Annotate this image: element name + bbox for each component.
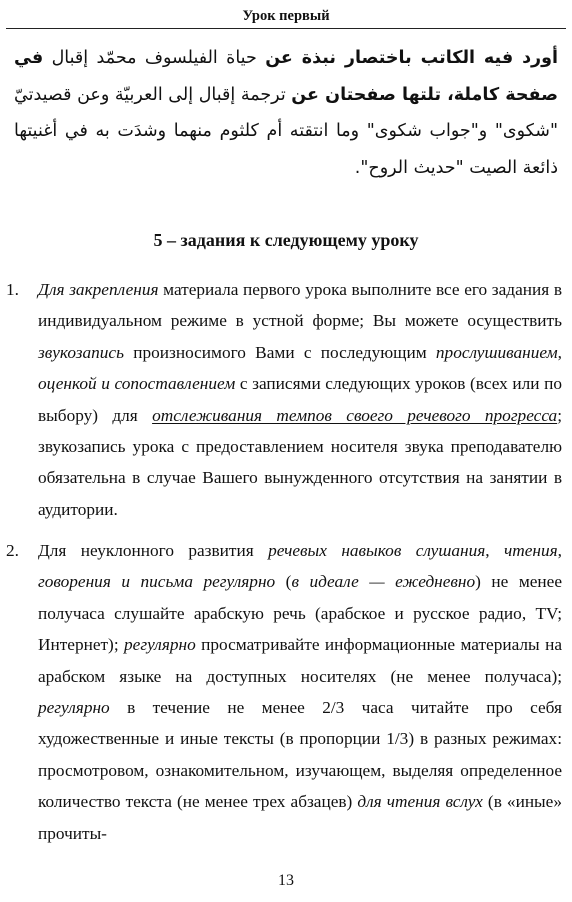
assignment-item-2 <box>6 535 562 849</box>
arabic-bold-phrase: أورد فيه الكاتب باختصار نبذة عن <box>265 48 559 68</box>
arabic-bold-phrase: في صفحة كاملة، تلتها صفحتان عن <box>14 48 558 105</box>
arabic-text: ترجمة إقبال إلى العربيّة وعن قصيدتيّ "شكوى" و"جواب شكوى" وما انتقته أم كلثوم منهما وشدَت به في أغنيتها ذائعة الصيت "حديث الروح". <box>14 84 558 179</box>
body-text: ; звукозапись урока с предоставлением носителя звука преподавателю обязательна в случае Вашего вынужденного отсутствия на занятии в аудитории. <box>38 405 562 519</box>
body-text: материала первого урока выполните все его задания в индивидуальном режиме в устной форме; Вы можете осуществить <box>38 280 562 331</box>
emphasis-text: говорения и письма регулярно <box>38 572 276 592</box>
emphasis-text: чтения <box>504 541 558 560</box>
item-body <box>38 274 562 525</box>
body-text: произносимого Вами с последующим <box>123 342 436 362</box>
emphasis-text: речевых навыков слушания <box>268 541 486 560</box>
body-text: ( <box>275 572 292 592</box>
assignment-item-1 <box>6 274 562 525</box>
body-text: просматривайте информационные материалы на арабском языке на доступных носителях (не менее получаса); <box>38 635 562 686</box>
body-text: Для неуклонного развития <box>38 541 269 560</box>
section-title: 5 – задания к следующему уроку <box>153 230 419 250</box>
body-text: , <box>557 342 562 362</box>
body-text: , <box>557 541 562 560</box>
body-text: (в «иные» прочиты- <box>38 792 562 843</box>
underlined-emphasis-text: отслеживания темпов своего речевого прогресса <box>152 405 558 425</box>
body-text: ) не менее получаса слушайте арабскую речь (арабское и русское радио, TV; Интернет); <box>38 572 563 655</box>
emphasis-text: регулярно <box>38 698 110 718</box>
running-head-title: Урок первый <box>242 8 330 24</box>
item-number: 1. <box>6 280 19 299</box>
emphasis-text: звукозапись <box>38 342 124 362</box>
emphasis-text: в идеале — ежедневно <box>291 572 476 592</box>
arabic-paragraph <box>14 40 558 187</box>
body-text: с записями следующих уроков (всех или по выбору) для <box>38 374 562 425</box>
emphasis-text: прослушиванием <box>435 342 558 362</box>
page-number: 13 <box>278 872 294 889</box>
arabic-text: حياة الفيلسوف محمّد إقبال <box>43 48 266 68</box>
emphasis-text: регулярно <box>124 635 196 655</box>
emphasis-text: Для закрепления <box>38 280 159 299</box>
emphasis-text: для чтения вслух <box>357 792 483 812</box>
emphasis-text: оценкой и сопоставлением <box>38 374 236 394</box>
body-text: в течение не менее 2/3 часа читайте про себя художественные и иные тексты (в пропорции 1/3) в разных режимах: просмотровом, ознакомительном, изучающем, выделяя определенное количество текста (не менее трех абзацев) <box>38 698 562 812</box>
body-text: , <box>485 541 505 560</box>
header-rule <box>6 28 566 29</box>
item-body <box>38 535 562 849</box>
item-number: 2. <box>6 541 19 560</box>
